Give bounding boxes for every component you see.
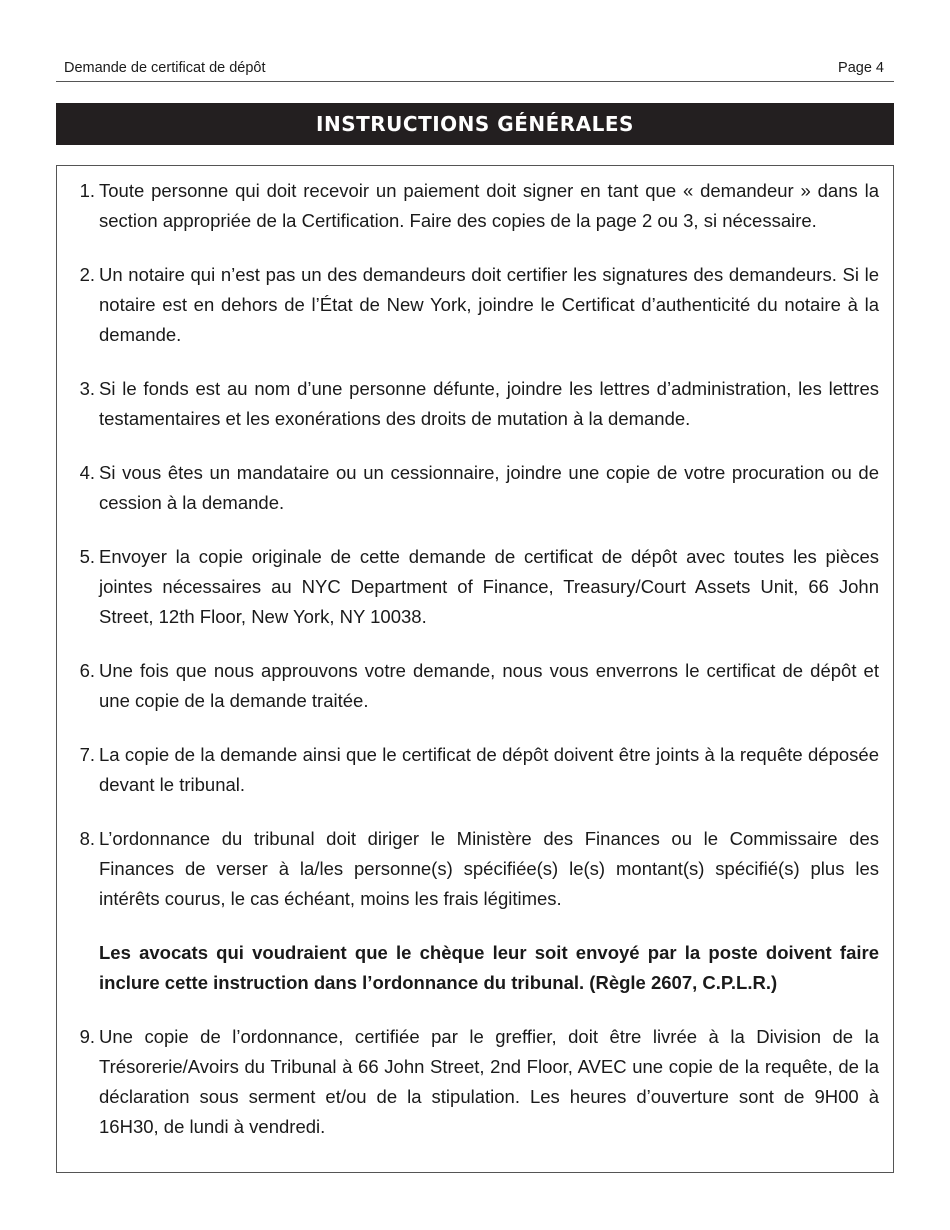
- item-number: 9.: [79, 1026, 95, 1047]
- section-title: INSTRUCTIONS GÉNÉRALES: [316, 112, 634, 136]
- item-text: Une fois que nous approuvons votre demande, nous vous enverrons le certificat de dépôt et une copie de la demande traitée.: [99, 660, 879, 711]
- item-number: 1.: [79, 180, 95, 201]
- page-header: [56, 57, 894, 82]
- instructions-list: [57, 176, 893, 1166]
- item-text: Un notaire qui n’est pas un des demandeurs doit certifier les signatures des demandeurs. Si le notaire est en dehors de l’État de New York, joindre le Certificat d’authenticité du notaire à la demande.: [99, 264, 879, 345]
- item-number: 2.: [79, 264, 95, 285]
- item-number: 7.: [79, 744, 95, 765]
- item-number: 6.: [79, 660, 95, 681]
- instruction-item: [57, 1022, 893, 1142]
- item-text: La copie de la demande ainsi que le certificat de dépôt doivent être joints à la requête déposée devant le tribunal.: [99, 744, 879, 795]
- instruction-item: [57, 740, 893, 800]
- instruction-item: [57, 542, 893, 632]
- item-text: L’ordonnance du tribunal doit diriger le Ministère des Finances ou le Commissaire des Finances de verser à la/les personne(s) spécifiée(s) le(s) montant(s) spécifié(s) plus les intérêts courus, le cas échéant, moins les frais légitimes.: [99, 828, 879, 909]
- item-text: Envoyer la copie originale de cette demande de certificat de dépôt avec toutes les pièces jointes nécessaires au NYC Department of Finance, Treasury/Court Assets Unit, 66 John Street, 12th Floor, New York, NY 10038.: [99, 546, 879, 627]
- item-number: 8.: [79, 828, 95, 849]
- attorney-note: Les avocats qui voudraient que le chèque leur soit envoyé par la poste doivent faire inclure cette instruction dans l’ordonnance du tribunal. (Règle 2607, C.P.L.R.): [99, 942, 879, 993]
- instruction-item: [57, 260, 893, 350]
- instruction-item: [57, 824, 893, 998]
- section-banner: [56, 103, 894, 145]
- item-number: 5.: [79, 546, 95, 567]
- instruction-item: [57, 458, 893, 518]
- item-number: 4.: [79, 462, 95, 483]
- item-text: Toute personne qui doit recevoir un paiement doit signer en tant que « demandeur » dans la section appropriée de la Certification. Faire des copies de la page 2 ou 3, si nécessaire.: [99, 180, 879, 231]
- item-text: Si le fonds est au nom d’une personne défunte, joindre les lettres d’administration, les lettres testamentaires et les exonérations des droits de mutation à la demande.: [99, 378, 879, 429]
- instruction-item: [57, 656, 893, 716]
- item-text: Si vous êtes un mandataire ou un cessionnaire, joindre une copie de votre procuration ou de cession à la demande.: [99, 462, 879, 513]
- instruction-item: [57, 176, 893, 236]
- document-title: Demande de certificat de dépôt: [64, 60, 266, 76]
- instructions-box: [56, 165, 894, 1173]
- page-number: Page 4: [838, 60, 884, 76]
- instruction-item: [57, 374, 893, 434]
- item-number: 3.: [79, 378, 95, 399]
- item-text: Une copie de l’ordonnance, certifiée par le greffier, doit être livrée à la Division de la Trésorerie/Avoirs du Tribunal à 66 John Street, 2nd Floor, AVEC une copie de la requête, de la déclaration sous serment et/ou de la stipulation. Les heures d’ouverture sont de 9H00 à 16H30, de lundi à vendredi.: [99, 1026, 879, 1137]
